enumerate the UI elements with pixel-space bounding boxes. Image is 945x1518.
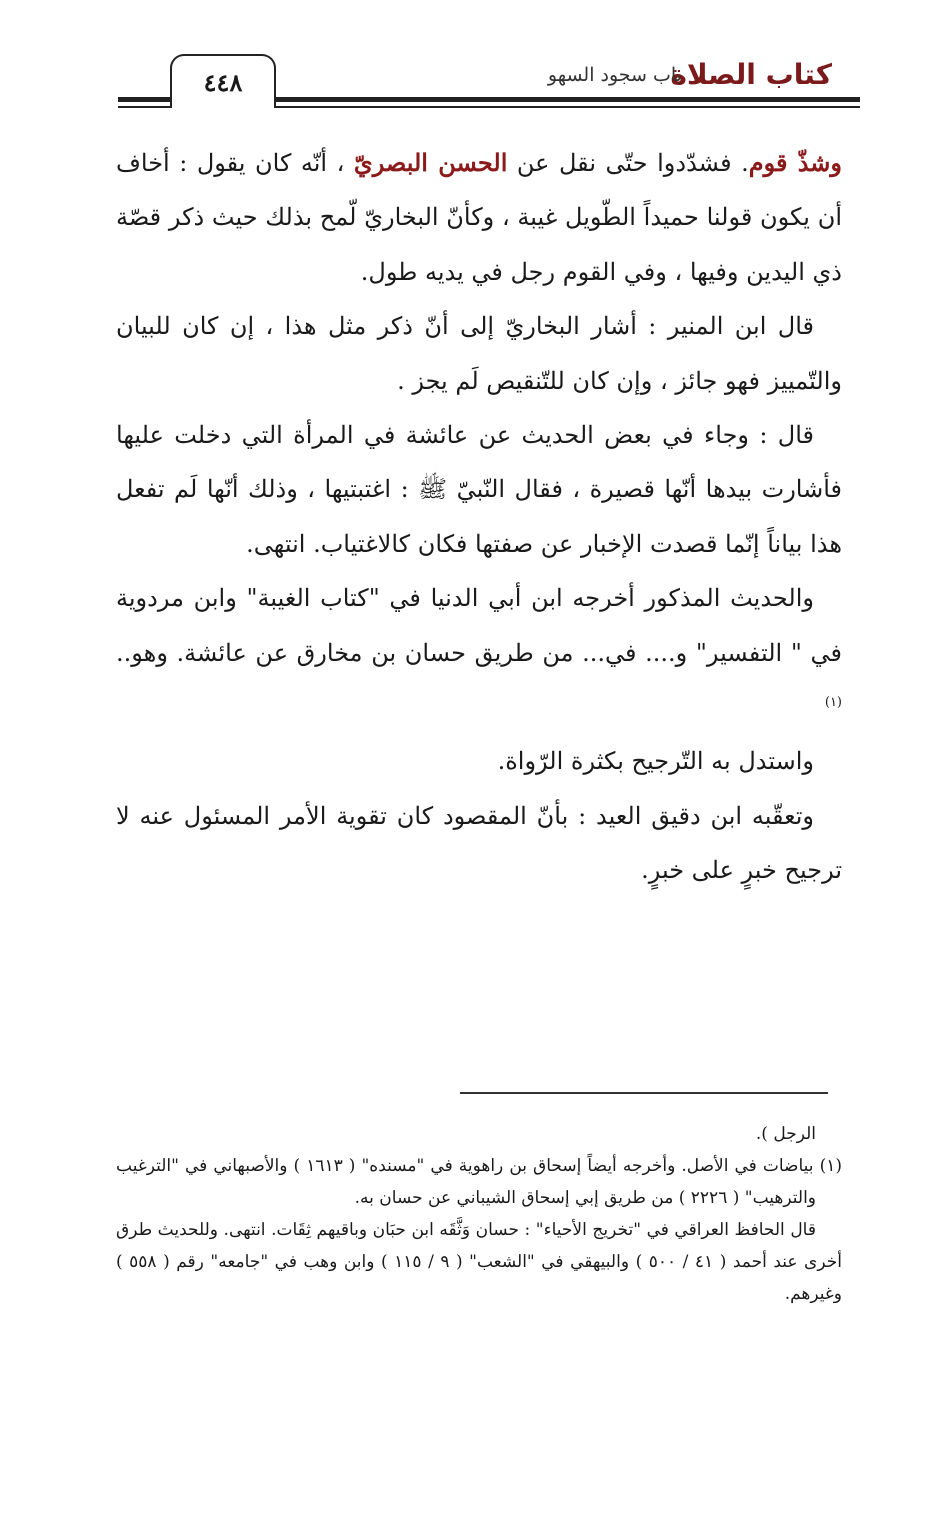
- footnote-continuation: الرجل ).: [755, 1124, 816, 1144]
- footnote-ref[interactable]: (١): [824, 695, 842, 711]
- paragraph-text: . فشدّدوا حتّى نقل عن: [507, 149, 749, 177]
- footnote-1: (١) بياضات في الأصل. وأخرجه أيضاً إسحاق بن راهوية في "مسنده" ( ١٦١٣ ) والأصبهاني في "الترغيب والترهيب" ( ٢٢٢٦ ) من طريق إبي إسحاق الشيباني عن حسان به.: [116, 1156, 842, 1208]
- chapter-title: باب سجود السهو: [547, 64, 682, 86]
- footnotes: [116, 1118, 842, 1310]
- paragraph-text: ، أنّه كان يقول : أخاف أن يكون قولنا حميداً الطّويل غيبة ، وكأنّ البخاريّ لّمح بذلك حيث ذكر قصّة ذي اليدين وفيها ، وفي القوم رجل في يديه طول.: [116, 149, 842, 286]
- paragraph-3: قال : وجاء في بعض الحديث عن عائشة في المرأة التي دخلت عليها فأشارت بيدها أنّها قصيرة ، فقال النّبيّ ﷺ : اغتبتيها ، وذلك أنّها لَم تفعل هذا بياناً إنّما قصدت الإخبار عن صفتها فكان كالاغتياب. انتهى.: [116, 421, 842, 558]
- paragraph-1: [116, 136, 842, 299]
- highlight-name: الحسن البصريّ: [353, 148, 508, 177]
- footnote-1-continued: قال الحافظ العراقي في "تخريج الأحياء" : حسان وَثَّقَه ابن حبَان وباقيهم ثِقَات. انتهى. وللحديث طرق أخرى عند أحمد ( ٤١ / ٥٠٠ ) والبيهقي في "الشعب" ( ٩ / ١١٥ ) وابن وهب في "جامعه" رقم ( ٥٥٨ ) وغيرهم.: [116, 1220, 842, 1304]
- page-number: ٤٤٨: [170, 54, 276, 108]
- paragraph-6: وتعقّبه ابن دقيق العيد : بأنّ المقصود كان تقوية الأمر المسئول عنه لا ترجيح خبرٍ على خبرٍ.: [116, 801, 842, 885]
- paragraph-2: قال ابن المنير : أشار البخاريّ إلى أنّ ذكر مثل هذا ، إن كان للبيان والتّمييز فهو جائز ، وإن كان للتّنقيص لَم يجز .: [116, 312, 842, 395]
- paragraph-4: [116, 571, 842, 734]
- paragraph-5: واستدل به التّرجيح بكثرة الرّواة.: [497, 747, 814, 776]
- main-text: [116, 136, 842, 898]
- page-header: [118, 40, 860, 112]
- highlight-phrase: وشذّ قوم: [748, 148, 842, 177]
- book-title: كتاب الصلاة: [670, 58, 832, 91]
- paragraph-text: والحديث المذكور أخرجه ابن أبي الدنيا في "كتاب الغيبة" وابن مردوية في " التفسير" و.... في... من طريق حسان بن مخارق عن عائشة. وهو..: [116, 584, 842, 667]
- footnote-separator: [460, 1092, 828, 1094]
